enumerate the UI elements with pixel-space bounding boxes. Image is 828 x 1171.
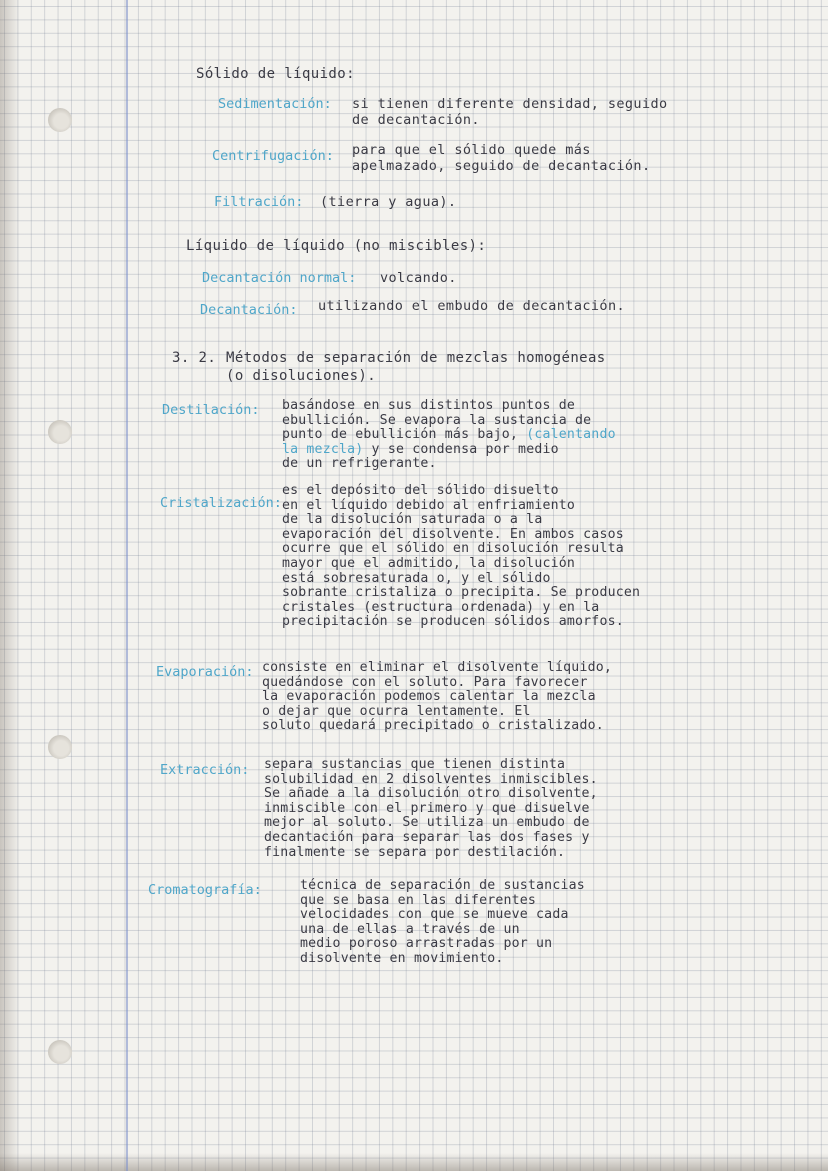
text-cristalizacion xyxy=(282,484,640,630)
label-destilacion: Destilación: xyxy=(162,402,260,418)
extraccion-line: solubilidad en 2 disolventes inmiscibles. xyxy=(264,771,598,787)
text-centrifugacion-1: para que el sólido quede más xyxy=(352,142,591,158)
extraccion-line: separa sustancias que tienen distinta xyxy=(264,757,566,772)
label-decantacion-normal: Decantación normal: xyxy=(202,270,357,286)
cristalizacion-line: de la disolución saturada o a la xyxy=(282,512,543,528)
label-cristalizacion: Cristalización: xyxy=(160,495,282,511)
cristalizacion-line: precipitación se producen sólidos amorfos. xyxy=(282,614,624,630)
punch-hole xyxy=(48,420,72,444)
text-evaporacion xyxy=(262,661,612,734)
text-decantacion: utilizando el embudo de decantación. xyxy=(318,298,625,314)
cromatografia-line: disolvente en movimiento. xyxy=(300,950,504,966)
cristalizacion-line: sobrante cristaliza o precipita. Se producen xyxy=(282,585,641,601)
evaporacion-line: la evaporación podemos calentar la mezcla xyxy=(262,689,596,705)
text-sedimentacion-2: de decantación. xyxy=(352,112,480,128)
cromatografia-line: una de ellas a través de un xyxy=(300,921,520,937)
label-decantacion: Decantación: xyxy=(200,302,298,318)
text-cromatografia xyxy=(300,879,585,967)
label-centrifugacion: Centrifugación: xyxy=(212,148,334,164)
destilacion-highlight: la mezcla) xyxy=(282,441,364,457)
heading-liquido-liquido: Líquido de líquido (no miscibles): xyxy=(186,238,487,254)
destilacion-line: la mezcla) y se condensa por medio xyxy=(282,441,559,457)
destilacion-line: punto de ebullición más bajo, (calentando xyxy=(282,427,616,443)
extraccion-line: decantación para separar las dos fases y xyxy=(264,829,590,845)
page-edge-shadow xyxy=(0,0,20,1171)
cromatografia-line: velocidades con que se mueve cada xyxy=(300,907,569,923)
page-bottom-shadow xyxy=(0,1153,828,1171)
text-filtracion: (tierra y agua). xyxy=(320,194,457,210)
cristalizacion-line: evaporación del disolvente. En ambos casos xyxy=(282,526,624,542)
destilacion-highlight: (calentando xyxy=(526,427,616,443)
punch-hole xyxy=(48,1040,72,1064)
text-destilacion xyxy=(282,399,616,472)
destilacion-line: ebullición. Se evapora la sustancia de xyxy=(282,412,592,428)
cristalizacion-line: ocurre que el sólido en disolución resulta xyxy=(282,541,624,557)
label-filtracion: Filtración: xyxy=(214,194,304,210)
extraccion-line: Se añade a la disolución otro disolvente, xyxy=(264,786,598,802)
extraccion-line: finalmente se separa por destilación. xyxy=(264,844,566,860)
cromatografia-line: técnica de separación de sustancias xyxy=(300,878,585,893)
cristalizacion-line: es el depósito del sólido disuelto xyxy=(282,483,559,498)
label-sedimentacion: Sedimentación: xyxy=(218,96,332,112)
margin-line xyxy=(126,0,128,1171)
extraccion-line: inmiscible con el primero y que disuelve xyxy=(264,800,590,816)
text-centrifugacion-2: apelmazado, seguido de decantación. xyxy=(352,158,651,174)
destilacion-line: basándose en sus distintos puntos de xyxy=(282,398,576,413)
section-number: 3. 2. xyxy=(172,350,217,366)
destilacion-line: de un refrigerante. xyxy=(282,456,437,472)
text-extraccion xyxy=(264,758,598,860)
extraccion-line: mejor al soluto. Se utiliza un embudo de xyxy=(264,815,590,831)
evaporacion-line: quedándose con el soluto. Para favorecer xyxy=(262,674,588,690)
section-title-1: Métodos de separación de mezclas homogéneas xyxy=(226,350,606,366)
text-decantacion-normal: volcando. xyxy=(380,270,457,286)
label-evaporacion: Evaporación: xyxy=(156,664,254,680)
evaporacion-line: soluto quedará precipitado o cristalizado. xyxy=(262,718,604,734)
heading-solido-liquido: Sólido de líquido: xyxy=(196,66,355,82)
punch-hole xyxy=(48,108,72,132)
evaporacion-line: consiste en eliminar el disolvente líquido, xyxy=(262,660,613,675)
cromatografia-line: que se basa en las diferentes xyxy=(300,892,537,908)
cristalizacion-line: mayor que el admitido, la disolución xyxy=(282,555,576,571)
label-cromatografia: Cromatografía: xyxy=(148,882,262,898)
evaporacion-line: o dejar que ocurra lentamente. El xyxy=(262,703,531,719)
cristalizacion-line: en el líquido debido al enfriamiento xyxy=(282,497,576,513)
punch-hole xyxy=(48,735,72,759)
section-title-2: (o disoluciones). xyxy=(226,368,377,384)
cromatografia-line: medio poroso arrastradas por un xyxy=(300,936,553,952)
cristalizacion-line: cristales (estructura ordenada) y en la xyxy=(282,599,600,615)
cristalizacion-line: está sobresaturada o, y el sólido xyxy=(282,570,551,586)
label-extraccion: Extracción: xyxy=(160,762,250,778)
text-sedimentacion-1: si tienen diferente densidad, seguido xyxy=(352,96,668,112)
